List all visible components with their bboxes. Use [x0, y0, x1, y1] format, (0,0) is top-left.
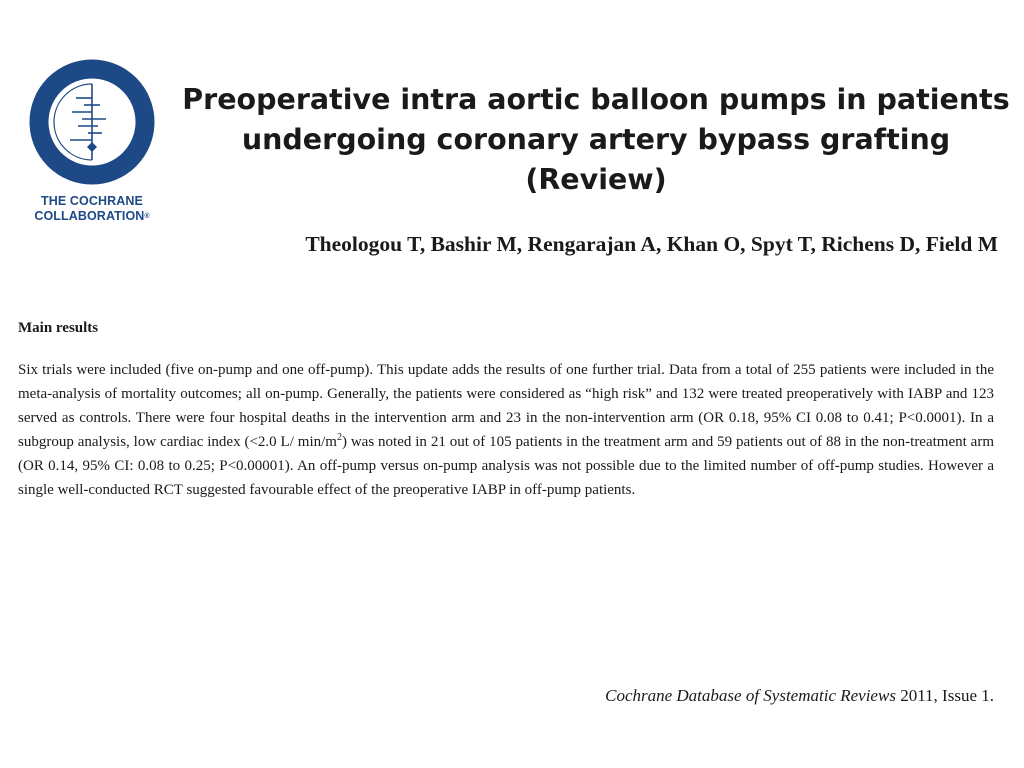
- cochrane-logo: [22, 58, 162, 224]
- citation: [605, 686, 994, 706]
- citation-journal: Cochrane Database of Systematic Reviews: [605, 686, 896, 705]
- logo-text-collaboration: COLLABORATION: [34, 209, 145, 223]
- review-title: [176, 80, 1016, 200]
- registered-mark: ®: [144, 213, 150, 220]
- logo-text-line2: [22, 209, 162, 224]
- citation-details: 2011, Issue 1.: [895, 686, 994, 705]
- logo-text: [22, 194, 162, 224]
- author-list: Theologou T, Bashir M, Rengarajan A, Khan O, Spyt T, Richens D, Field M: [305, 232, 998, 256]
- review-title-line1: Preoperative intra aortic balloon pumps in patients: [182, 83, 1010, 116]
- cochrane-logo-icon: [26, 58, 158, 186]
- section-heading: Main results: [18, 320, 99, 336]
- review-title-line2: undergoing coronary artery bypass grafting (Review): [241, 123, 951, 196]
- logo-text-line1: THE COCHRANE: [41, 194, 143, 208]
- superscript-2: 2: [336, 432, 342, 443]
- main-results-text: [18, 358, 994, 502]
- main-results-part1: Six trials were included (five on-pump and one off-pump). This update adds the results of one further trial. Data from a total of 255 patients were included in the meta-analysis of mortality outcomes; all on-pump. Generally, the patients were considered as “high risk” and 132 were treated preoperatively with IABP and 123 served as controls. There were four hospital deaths in the intervention arm and 23 in the non-intervention arm (OR 0.18, 95% CI 0.08 to 0.41; P<0.0001). In a subgroup analysis, low cardiac index (<2.0 L/ min/m: [18, 362, 994, 450]
- main-results-part2: ) was noted in 21 out of 105 patients in the treatment arm and 59 patients out of 88 in the non-treatment arm (OR 0.14, 95% CI: 0.08 to 0.25; P<0.00001). An off-pump versus on-pump analysis was not possible due to the limited number of off-pump studies. However a single well-conducted RCT suggested favourable effect of the preoperative IABP in off-pump patients.: [18, 434, 994, 498]
